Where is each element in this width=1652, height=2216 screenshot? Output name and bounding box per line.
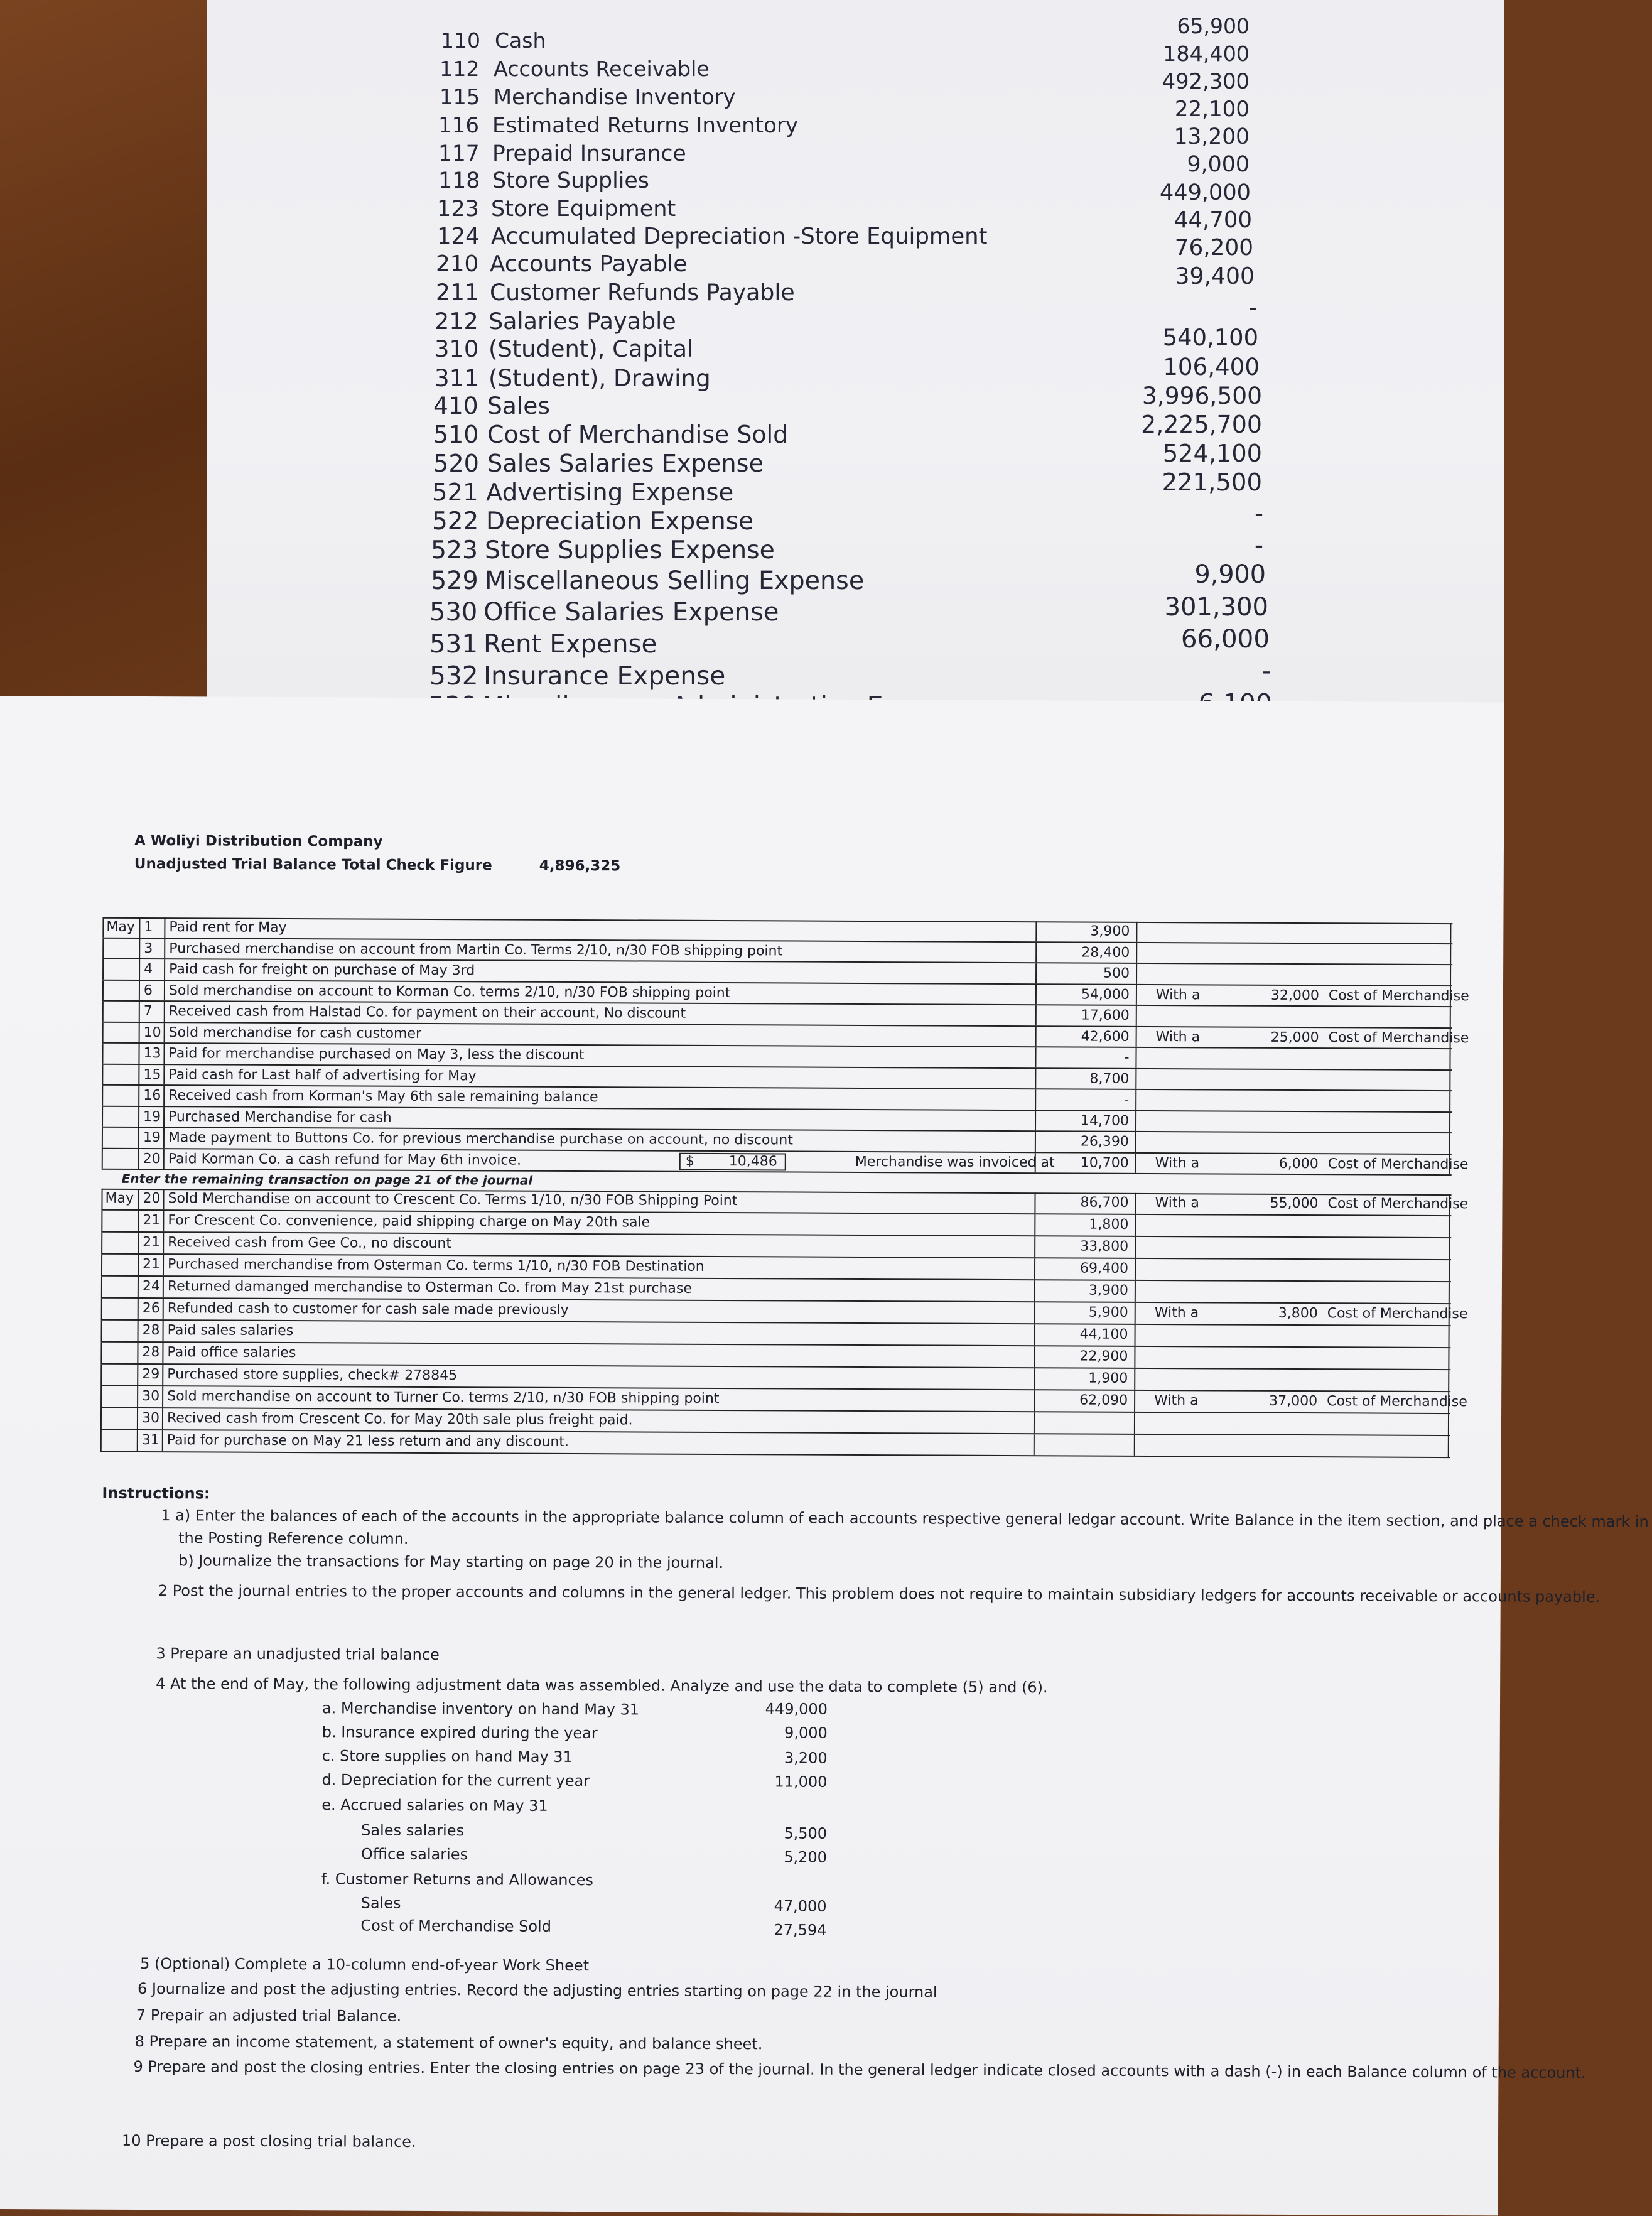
description-text: Paid for merchandise purchased on May 3, less the discount: [168, 1046, 585, 1064]
company-name: A Woliyi Distribution Company: [134, 832, 383, 850]
instruction-line: b) Journalize the transactions for May starting on page 20 in the journal.: [178, 1552, 724, 1572]
transaction-month: [100, 1408, 137, 1429]
account-row: [437, 224, 988, 249]
transaction-day: 19: [138, 1128, 163, 1148]
transaction-month: [100, 1386, 137, 1407]
account-name: Accumulated Depreciation -Store Equipment: [491, 224, 988, 249]
transaction-amount: 62,090: [1035, 1390, 1135, 1412]
description-text: Purchased merchandise from Osterman Co. terms 1/10, n/30 FOB Destination: [167, 1257, 705, 1275]
description-text: Sold merchandise for cash customer: [168, 1024, 422, 1042]
account-row: [441, 28, 546, 53]
cost-note: [1137, 943, 1451, 964]
transaction-amount: 1,900: [1035, 1368, 1135, 1390]
transaction-month: [102, 1064, 138, 1084]
description-text: Paid Korman Co. a cash refund for May 6th invoice.: [168, 1150, 522, 1169]
transaction-description: [163, 1277, 1035, 1301]
description-text: Paid sales salaries: [167, 1322, 294, 1339]
cost-label: Cost of Merchandise: [1327, 1305, 1468, 1322]
cost-amount: 25,000: [1270, 1029, 1319, 1046]
account-row: [436, 251, 687, 277]
account-number: 510: [433, 421, 479, 448]
account-number: 210: [436, 251, 479, 277]
instruction-line: the Posting Reference column.: [178, 1529, 409, 1548]
cost-label: Cost of Merchandise: [1328, 1029, 1469, 1046]
account-row: [431, 566, 864, 595]
cost-note: [1136, 1325, 1450, 1347]
cost-label: Cost of Merchandise: [1327, 1393, 1467, 1410]
account-name: Store Equipment: [491, 196, 676, 222]
account-balance: 3,996,500: [1142, 382, 1262, 409]
transaction-month: [100, 1343, 137, 1363]
instruction-line: 1 a) Enter the balances of each of the accounts in the appropriate balance column of each accounts respective general ledgar account. Write Balance in the item section, and place a check mark in: [161, 1506, 1649, 1531]
cost-note: [1136, 1153, 1469, 1174]
cost-note: [1135, 1435, 1449, 1457]
transaction-description: [164, 1023, 1037, 1047]
account-number: 124: [437, 224, 480, 249]
adjustment-value: 27,594: [774, 1921, 827, 1939]
account-name: (Student), Capital: [489, 335, 694, 362]
transaction-amount: 1,800: [1035, 1214, 1136, 1236]
account-balance: 184,400: [1163, 41, 1250, 66]
adjustment-value: 449,000: [765, 1700, 828, 1718]
transaction-description: [162, 1343, 1035, 1367]
transaction-day: 1: [139, 917, 164, 938]
account-name: Advertising Expense: [486, 478, 734, 507]
account-balance: -: [1248, 294, 1257, 321]
cost-note: [1136, 1193, 1469, 1215]
adjustment-label: a. Merchandise inventory on hand May 31: [321, 1699, 640, 1719]
transaction-day: 30: [137, 1408, 162, 1429]
description-text: For Crescent Co. convenience, paid shipping charge on May 20th sale: [168, 1213, 651, 1231]
account-balance: 44,700: [1174, 207, 1252, 233]
account-row: [429, 629, 657, 659]
account-name: Miscellaneous Selling Expense: [485, 566, 865, 595]
account-number: 123: [437, 196, 479, 222]
transaction-month: [102, 1086, 138, 1106]
transaction-amount: 22,900: [1035, 1346, 1135, 1368]
with-a-label: With a: [1154, 1393, 1199, 1409]
transaction-day: 4: [139, 959, 164, 980]
transaction-amount: -: [1036, 1047, 1136, 1067]
adjustment-label: Cost of Merchandise Sold: [360, 1916, 552, 1935]
refund-amount: 10,486: [728, 1153, 777, 1169]
account-name: Office Salaries Expense: [483, 598, 779, 627]
refund-amount-box: [679, 1152, 786, 1170]
account-name: Cost of Merchandise Sold: [487, 421, 789, 448]
instruction-line: 2 Post the journal entries to the proper accounts and columns in the general ledger. This problem does not require to maintain subsidiary ledgers for accounts receivable or accounts payable.: [158, 1582, 1601, 1606]
transaction-amount: 17,600: [1037, 1005, 1137, 1025]
account-row: [432, 507, 753, 536]
transaction-amount: 26,390: [1036, 1132, 1136, 1152]
adjustment-label: Office salaries: [360, 1845, 468, 1864]
transaction-day: 16: [138, 1086, 163, 1106]
transaction-month: [102, 1106, 138, 1127]
account-balance: 524,100: [1162, 440, 1262, 468]
description-text: Sold merchandise on account to Turner Co. terms 2/10, n/30 FOB shipping point: [167, 1388, 720, 1407]
transaction-description: [163, 1233, 1035, 1257]
account-name: Estimated Returns Inventory: [492, 113, 798, 138]
cost-note: [1136, 1111, 1450, 1132]
account-row: [433, 450, 764, 478]
account-number: 520: [433, 450, 480, 478]
transaction-amount: 3,900: [1035, 1280, 1136, 1302]
adjustment-value: 5,500: [784, 1824, 828, 1842]
transaction-amount: [1035, 1434, 1135, 1456]
with-a-label: With a: [1154, 1305, 1199, 1321]
description-text: Made payment to Buttons Co. for previous merchandise purchase on account, no discount: [168, 1130, 793, 1149]
cost-note: [1136, 1237, 1450, 1259]
account-name: Cash: [495, 28, 546, 53]
cost-note: [1136, 1215, 1450, 1237]
transaction-amount: 500: [1037, 963, 1137, 983]
transaction-day: 21: [138, 1255, 163, 1275]
transaction-description: [163, 1211, 1035, 1235]
account-balance: 76,200: [1174, 235, 1253, 261]
account-name: Sales Salaries Expense: [487, 450, 764, 478]
instruction-line: 10 Prepare a post closing trial balance.: [121, 2131, 416, 2151]
account-balance: 492,300: [1162, 69, 1250, 94]
problem-sheet: [0, 696, 1649, 2215]
cost-note: [1137, 922, 1451, 943]
instruction-line: 9 Prepare and post the closing entries. Enter the closing entries on page 23 of the journal. In the general ledger indicate closed accounts with a dash (-) in each Balance column of the account.: [133, 2057, 1586, 2082]
account-number: 529: [431, 566, 478, 595]
cost-note: [1136, 1281, 1450, 1303]
account-balance: 13,200: [1174, 124, 1250, 149]
description-text: Sold merchandise on account to Korman Co. terms 2/10, n/30 FOB shipping point: [168, 982, 731, 1001]
transaction-day: 26: [138, 1299, 163, 1319]
cost-amount: 32,000: [1270, 987, 1319, 1003]
account-row: [431, 536, 775, 565]
currency-symbol: $: [685, 1153, 694, 1169]
cost-amount: 6,000: [1278, 1155, 1319, 1172]
instruction-line: 7 Prepair an adjusted trial Balance.: [136, 2006, 402, 2025]
transactions-table: [102, 917, 1469, 1450]
transaction-description: [163, 1255, 1035, 1279]
transaction-month: [101, 1211, 138, 1231]
transaction-day: 20: [138, 1149, 163, 1169]
account-name: Customer Refunds Payable: [490, 279, 795, 306]
cost-note: [1136, 1090, 1450, 1111]
instruction-line: 5 (Optional) Complete a 10-column end-of-year Work Sheet: [140, 1954, 590, 1975]
transaction-month: [100, 1430, 137, 1451]
adjustment-value: 9,000: [784, 1724, 828, 1742]
account-row: [435, 364, 711, 392]
transaction-description: [163, 1128, 1036, 1152]
page-note: Enter the remaining transaction on page 21 of the journal: [121, 1170, 533, 1188]
adjustment-value: 11,000: [774, 1773, 828, 1791]
desk-surface: [0, 0, 239, 716]
transaction-day: 28: [138, 1321, 163, 1341]
cost-amount: 3,800: [1278, 1305, 1318, 1322]
account-row: [438, 168, 649, 193]
description-text: Paid office salaries: [167, 1344, 296, 1361]
transaction-description: [163, 1107, 1036, 1131]
cost-note: [1135, 1369, 1449, 1391]
account-number: 531: [429, 629, 478, 659]
account-balance: 221,500: [1162, 468, 1262, 497]
account-balance: 22,100: [1174, 97, 1250, 122]
account-row: [432, 478, 733, 507]
account-number: 310: [435, 335, 479, 362]
transaction-description: [164, 1002, 1037, 1025]
transaction-amount: 5,900: [1035, 1302, 1136, 1324]
transaction-month: [102, 1002, 139, 1022]
transaction-day: 30: [137, 1386, 162, 1407]
transaction-day: 24: [138, 1277, 163, 1297]
account-number: 212: [435, 308, 478, 335]
transaction-amount: 8,700: [1036, 1069, 1136, 1089]
instruction-line: 8 Prepare an income statement, a statement of owner's equity, and balance sheet.: [134, 2032, 763, 2053]
transaction-description: [163, 1065, 1036, 1089]
transaction-amount: 42,600: [1037, 1027, 1137, 1047]
transaction-description: [164, 917, 1037, 941]
instruction-line: 3 Prepare an unadjusted trial balance: [156, 1645, 440, 1664]
invoiced-note: Merchandise was invoiced at: [855, 1154, 1055, 1170]
transaction-day: 31: [137, 1430, 162, 1451]
account-name: Merchandise Inventory: [494, 85, 736, 109]
transaction-amount: 44,100: [1035, 1324, 1136, 1346]
adjustment-value: 3,200: [784, 1749, 828, 1767]
cost-note: [1135, 1391, 1467, 1413]
chart-of-accounts-sheet: [207, 0, 1504, 741]
transaction-amount: 10,700: [1036, 1153, 1136, 1173]
transaction-month: May: [101, 1189, 138, 1209]
account-number: 211: [436, 279, 479, 306]
transaction-description: [163, 1149, 1055, 1173]
transaction-description: [162, 1430, 1035, 1455]
transaction-month: [102, 938, 139, 958]
transaction-day: 29: [137, 1365, 162, 1385]
transaction-day: 3: [139, 938, 164, 958]
account-number: 530: [429, 598, 478, 627]
cost-note: [1137, 1027, 1469, 1048]
account-balance: 9,000: [1187, 152, 1250, 177]
transaction-day: 21: [138, 1211, 163, 1231]
adjustment-value: 5,200: [784, 1848, 828, 1866]
transaction-month: [101, 1321, 138, 1341]
cost-note: [1135, 1413, 1449, 1435]
account-balance: 106,400: [1163, 353, 1260, 381]
instruction-line: 4 At the end of May, the following adjustment data was assembled. Analyze and use the data to complete (5) and (6).: [156, 1675, 1048, 1697]
transaction-month: May: [102, 917, 139, 938]
transaction-day: 19: [138, 1106, 163, 1127]
transaction-amount: 14,700: [1036, 1111, 1136, 1131]
transaction-amount: -: [1036, 1089, 1136, 1110]
transaction-day: 7: [139, 1002, 164, 1022]
transaction-description: [162, 1386, 1035, 1411]
account-balance: -: [1254, 500, 1263, 528]
check-figure: 4,896,325: [539, 857, 621, 875]
transaction-month: [102, 1149, 138, 1169]
transaction-description: [162, 1365, 1035, 1389]
transaction-description: [162, 1408, 1035, 1433]
transaction-amount: 86,700: [1035, 1192, 1136, 1214]
account-number: 410: [433, 392, 478, 419]
account-row: [436, 279, 795, 306]
adjustment-label: Sales salaries: [361, 1821, 465, 1840]
account-row: [429, 598, 779, 627]
transaction-day: 21: [138, 1233, 163, 1253]
account-balance: 449,000: [1159, 180, 1251, 205]
transaction-month: [101, 1255, 138, 1275]
account-row: [435, 335, 693, 362]
description-text: Purchased Merchandise for cash: [168, 1108, 392, 1126]
transaction-description: [163, 1321, 1035, 1345]
transaction-day: 6: [139, 980, 164, 1000]
cost-amount: 55,000: [1270, 1195, 1319, 1212]
cost-label: Cost of Merchandise: [1327, 1196, 1469, 1213]
account-number: 118: [438, 168, 480, 193]
cost-note: [1136, 1048, 1450, 1069]
transaction-amount: 3,900: [1037, 921, 1137, 941]
description-text: Paid for purchase on May 21 less return and any discount.: [166, 1432, 570, 1450]
transaction-month: [100, 1365, 137, 1385]
description-text: Received cash from Halstad Co. for payment on their account, No discount: [168, 1003, 686, 1022]
account-name: Insurance Expense: [483, 661, 726, 691]
adjustment-label: Sales: [360, 1894, 401, 1912]
transaction-amount: 54,000: [1037, 985, 1137, 1005]
description-text: Received cash from Korman's May 6th sale remaining balance: [168, 1088, 598, 1106]
transaction-amount: 69,400: [1035, 1258, 1136, 1280]
cost-label: Cost of Merchandise: [1328, 987, 1469, 1004]
account-row: [433, 421, 788, 448]
account-number: 110: [441, 28, 480, 53]
account-number: 311: [435, 364, 479, 392]
cost-note: [1136, 1069, 1450, 1090]
cost-note: [1137, 1006, 1451, 1027]
account-name: Depreciation Expense: [486, 507, 754, 536]
transaction-month: [102, 1022, 139, 1042]
transaction-description: [163, 1044, 1036, 1067]
with-a-label: With a: [1155, 986, 1201, 1003]
transaction-month: [101, 1299, 138, 1319]
account-balance: 301,300: [1164, 593, 1268, 622]
account-row: [438, 113, 798, 138]
cost-note: [1137, 985, 1469, 1006]
account-balance: 39,400: [1175, 262, 1255, 289]
transaction-description: [163, 1189, 1035, 1213]
transaction-amount: 33,800: [1035, 1236, 1136, 1258]
account-balance: 2,225,700: [1141, 411, 1262, 438]
transaction-month: [102, 980, 139, 1000]
account-number: 115: [440, 85, 480, 109]
trial-balance-subtitle: Unadjusted Trial Balance Total Check Figure: [134, 855, 492, 874]
account-row: [435, 308, 676, 335]
description-text: Paid cash for freight on purchase of May 3rd: [169, 961, 475, 979]
description-text: Sold Merchandise on account to Crescent Co. Terms 1/10, n/30 FOB Shipping Point: [168, 1191, 738, 1209]
account-balance: 9,900: [1194, 560, 1266, 589]
description-text: Returned damanged merchandise to Osterman Co. from May 21st purchase: [167, 1278, 692, 1297]
description-text: Received cash from Gee Co., no discount: [168, 1235, 452, 1252]
description-text: Recived cash from Crescent Co. for May 20th sale plus freight paid.: [166, 1410, 633, 1429]
account-row: [440, 85, 735, 109]
account-balance: -: [1254, 531, 1263, 559]
transaction-description: [164, 939, 1037, 963]
account-balance: 66,000: [1180, 624, 1270, 654]
account-number: 116: [438, 113, 479, 138]
description-text: Purchased merchandise on account from Martin Co. Terms 2/10, n/30 FOB shipping point: [169, 940, 783, 959]
transaction-month: [101, 1277, 138, 1297]
account-number: 117: [438, 141, 480, 166]
transaction-month: [102, 959, 139, 980]
account-name: Accounts Payable: [490, 251, 688, 277]
adjustment-label: c. Store supplies on hand May 31: [321, 1747, 573, 1766]
description-text: Purchased store supplies, check# 278845: [167, 1366, 458, 1384]
description-text: Paid rent for May: [169, 919, 287, 936]
transaction-amount: [1035, 1412, 1135, 1434]
account-balance: -: [1261, 656, 1271, 686]
transaction-description: [164, 981, 1037, 1005]
adjustment-value: 47,000: [774, 1897, 827, 1915]
account-number: 521: [432, 478, 478, 507]
transaction-month: [102, 1044, 138, 1064]
instructions-title: Instructions:: [102, 1484, 210, 1503]
account-name: Sales: [487, 392, 550, 419]
account-name: Store Supplies Expense: [485, 536, 775, 565]
instruction-line: 6 Journalize and post the adjusting entries. Record the adjusting entries starting on page 22 in the journal: [137, 1979, 937, 2001]
with-a-label: With a: [1155, 1155, 1200, 1171]
description-text: Paid cash for Last half of advertising for May: [168, 1066, 477, 1084]
transaction-day: 20: [138, 1189, 163, 1209]
transaction-description: [164, 959, 1037, 983]
transaction-amount: 28,400: [1037, 943, 1137, 963]
transaction-day: 13: [138, 1044, 163, 1064]
account-name: Salaries Payable: [489, 308, 676, 335]
with-a-label: With a: [1155, 1195, 1199, 1211]
transaction-day: 10: [139, 1022, 164, 1042]
transaction-description: [163, 1299, 1035, 1323]
cost-label: Cost of Merchandise: [1327, 1155, 1469, 1172]
account-name: Accounts Receivable: [494, 57, 710, 81]
account-name: (Student), Drawing: [489, 364, 711, 392]
cost-note: [1136, 1132, 1450, 1154]
with-a-label: With a: [1155, 1029, 1201, 1045]
account-row: [440, 57, 710, 81]
account-balance: 65,900: [1177, 14, 1250, 38]
account-name: Store Supplies: [492, 168, 649, 193]
account-row: [433, 392, 550, 419]
adjustment-label: f. Customer Returns and Allowances: [321, 1870, 594, 1889]
cost-note: [1137, 964, 1451, 985]
cost-note: [1135, 1347, 1449, 1369]
transaction-day: 15: [138, 1064, 163, 1084]
cost-note: [1136, 1303, 1468, 1325]
transaction-description: [163, 1086, 1036, 1110]
account-balance: 540,100: [1162, 324, 1258, 351]
account-number: 112: [440, 57, 480, 81]
transaction-day: 28: [137, 1343, 162, 1363]
account-number: 532: [429, 661, 478, 691]
account-row: [438, 141, 686, 166]
description-text: Refunded cash to customer for cash sale made previously: [167, 1300, 569, 1318]
account-number: 523: [431, 536, 478, 565]
cost-note: [1136, 1259, 1450, 1281]
cost-amount: 37,000: [1269, 1393, 1318, 1410]
transaction-month: [102, 1128, 138, 1148]
account-number: 522: [432, 507, 479, 536]
adjustment-label: d. Depreciation for the current year: [321, 1771, 590, 1790]
adjustment-label: b. Insurance expired during the year: [321, 1723, 598, 1743]
account-name: Rent Expense: [483, 629, 657, 659]
account-name: Prepaid Insurance: [492, 141, 686, 166]
account-row: [429, 661, 725, 691]
transaction-month: [101, 1233, 138, 1253]
adjustment-label: e. Accrued salaries on May 31: [321, 1796, 548, 1815]
account-row: [437, 196, 676, 222]
